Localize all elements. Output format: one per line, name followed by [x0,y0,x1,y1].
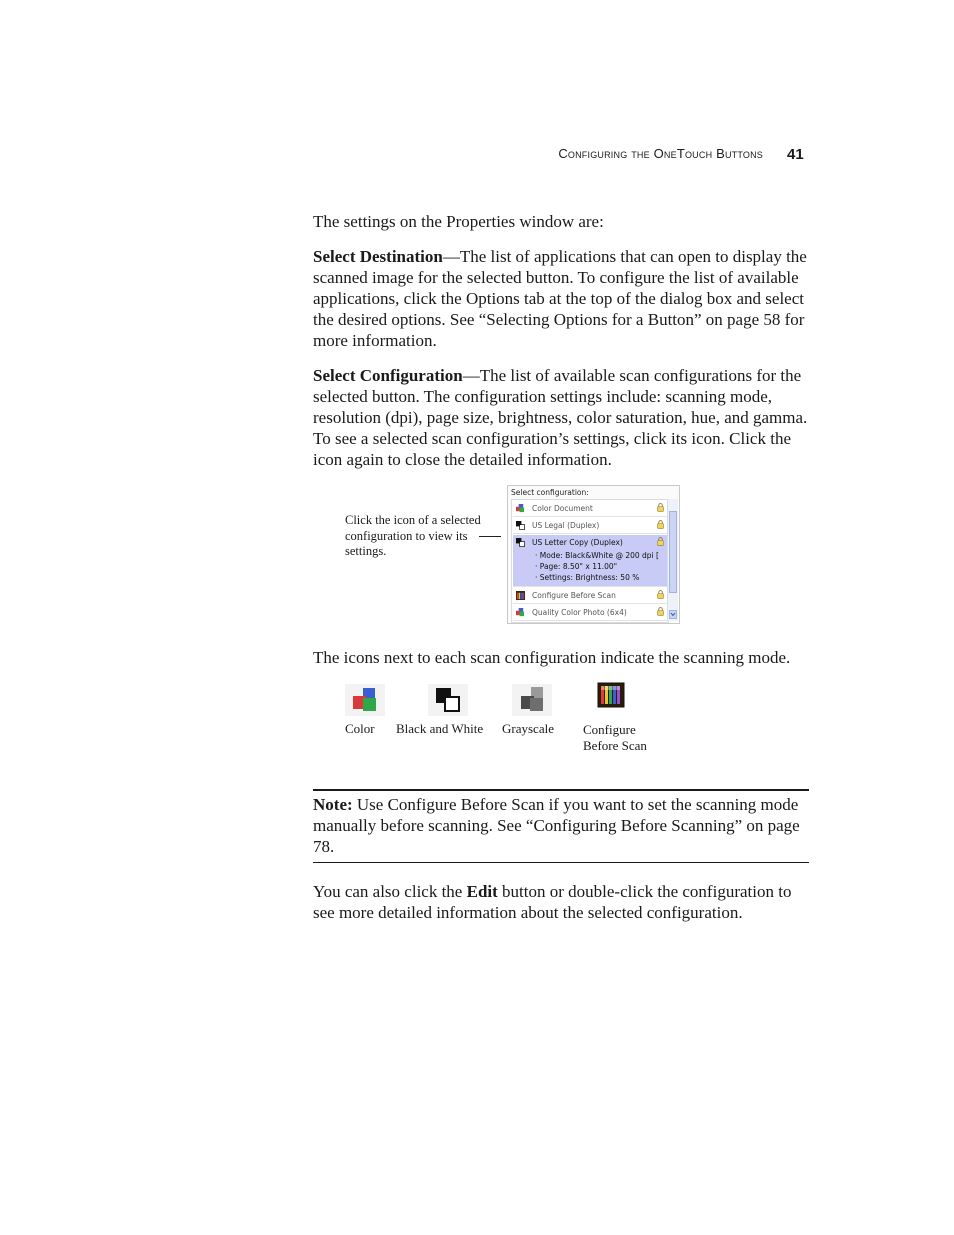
scroll-thumb[interactable] [669,511,677,593]
color-mode-icon [345,684,385,716]
lock-icon [657,590,664,599]
panel-title: Select configuration: [511,488,589,497]
config-item-label: Configure Before Scan [532,591,616,600]
config-item-label: Color Document [532,504,593,513]
edit-bold: Edit [466,882,498,901]
note-top-rule [313,789,809,791]
config-detail-page: · Page: 8.50" x 11.00" [535,562,618,571]
note-label: Note: [313,795,353,814]
lock-icon [657,607,664,616]
edit-text-before: You can also click the [313,882,467,901]
black-white-mode-icon[interactable] [516,538,525,547]
callout-text: Click the icon of a selected configuration to view its settings. [345,513,481,558]
lock-icon [657,537,664,546]
select-destination-paragraph [313,246,810,351]
lock-icon [657,520,664,529]
configure-before-scan-icon[interactable] [516,591,525,600]
header-title: Configuring the OneTouch Buttons [558,146,763,161]
config-item-label: Quality Color Photo (6x4) [532,608,627,617]
config-detail-mode: · Mode: Black&White @ 200 dpi [ [535,551,659,560]
mode-label-line-1: Configure [583,722,636,737]
config-item-us-letter-copy[interactable] [513,535,667,587]
config-item-configure-before-scan[interactable] [513,588,667,604]
config-item-quality-color-photo[interactable] [513,605,667,621]
list-scrollbar[interactable] [667,499,678,621]
mode-label-line-2: Before Scan [583,738,647,753]
mode-label-grayscale: Grayscale [502,721,554,736]
config-details [535,550,659,583]
mode-label-color: Color [345,721,375,736]
note-paragraph [313,794,810,857]
config-detail-settings: · Settings: Brightness: 50 % [535,573,640,582]
config-item-label: US Legal (Duplex) [532,521,600,530]
select-configuration-text: —The list of available scan configurations for the selected button. The configuration settings include: scanning mode, resolution (dpi), page size, brightness, color saturation, hue, and gamma. To see a selected scan configuration’s settings, click its icon. Click the icon again to close the detailed information. [313,366,808,469]
note-text: Use Configure Before Scan if you want to set the scanning mode manually before scanning. See “Configuring Before Scanning” on page 78. [313,795,800,856]
callout-leader-line [479,536,501,537]
select-destination-text: —The list of applications that can open to display the scanned image for the selected button. To configure the list of available applications, click the Options tab at the top of the dialog box and select the desired options. See “Selecting Options for a Button” on page 58 for more information. [313,247,807,350]
note-bottom-rule [313,862,809,863]
select-destination-term: Select Destination [313,247,443,266]
color-mode-icon[interactable] [516,608,525,617]
color-mode-icon[interactable] [516,504,525,513]
scroll-down-button[interactable] [669,610,677,619]
grayscale-mode-icon [512,684,552,716]
config-item-us-legal[interactable] [513,518,667,534]
configure-before-scan-icon [597,682,625,708]
black-white-mode-icon [428,684,468,716]
mode-label-configure-before-scan [583,722,647,754]
black-white-mode-icon[interactable] [516,521,525,530]
edit-paragraph [313,881,810,923]
chevron-down-icon [670,611,676,618]
icons-intro-paragraph: The icons next to each scan configuration indicate the scanning mode. [313,648,791,667]
configuration-list [511,499,669,623]
select-configuration-panel [507,485,680,624]
select-configuration-term: Select Configuration [313,366,463,385]
running-header [558,146,763,170]
intro-paragraph: The settings on the Properties window are: [313,212,604,231]
select-configuration-paragraph [313,365,810,470]
edit-text-after: button or double-click the configuration to see more detailed information about the selected configuration. [313,882,792,922]
config-item-color-document[interactable] [513,501,667,517]
config-item-label: US Letter Copy (Duplex) [532,538,623,547]
page-number: 41 [787,146,804,163]
mode-label-black-and-white: Black and White [396,721,484,736]
lock-icon [657,503,664,512]
